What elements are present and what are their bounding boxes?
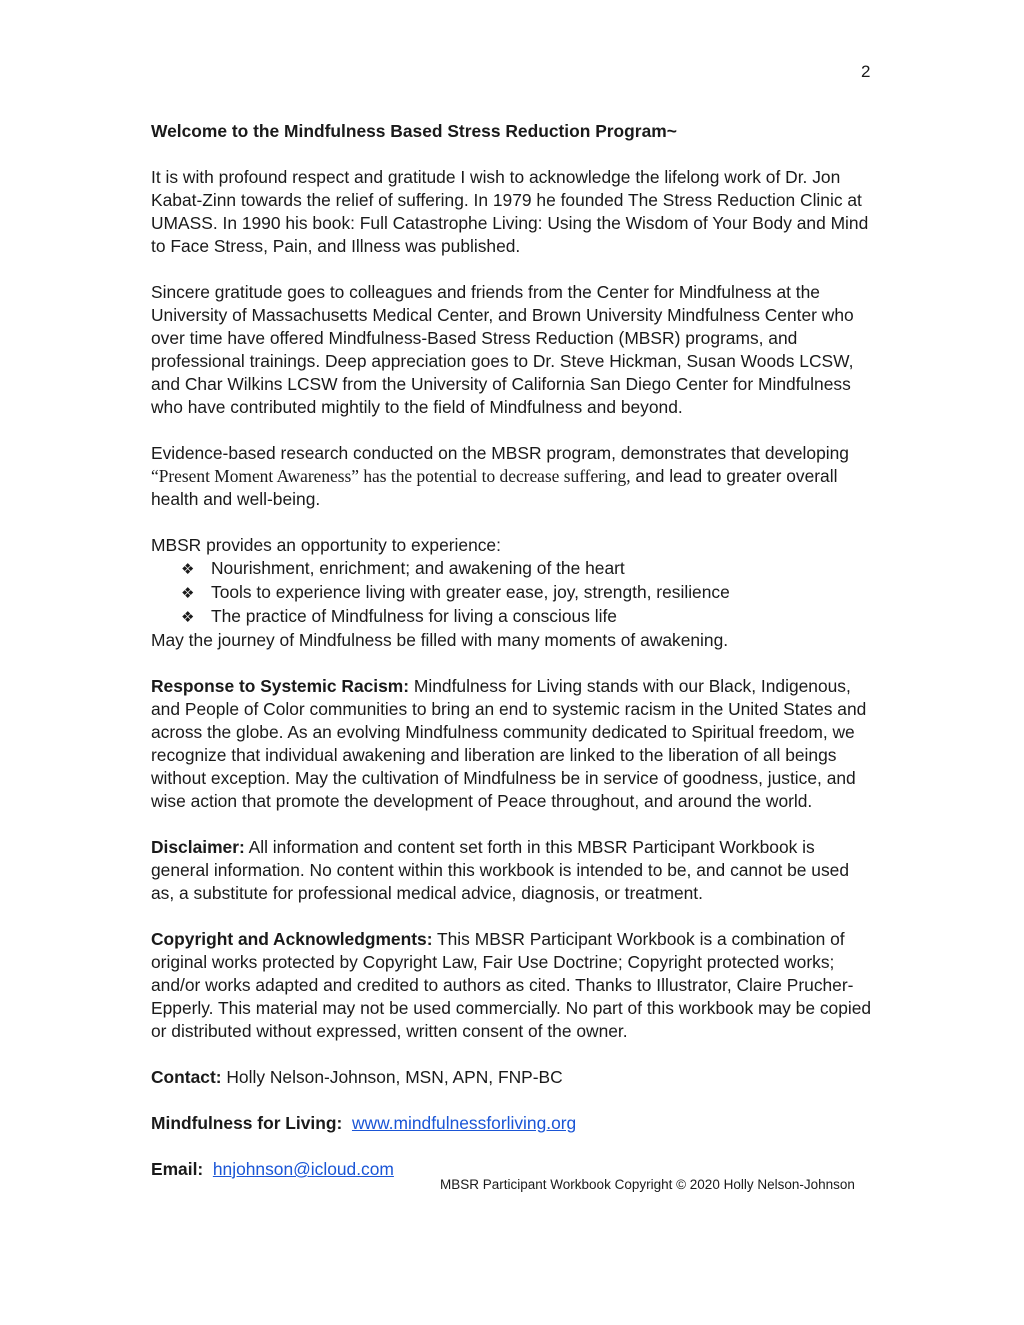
copyright-text: This MBSR Participant Workbook is a combination of original works protected by Copyright Law, Fair Use Doctrine; Copyright protected works; and/or works adapted and credited to authors as cited. Thanks to Illustrator, Claire Prucher-Epperly. This material may not be used commercially. No part of this workbook may be copied or distributed without expressed, written consent of the owner. bbox=[151, 929, 872, 1041]
document-body bbox=[151, 120, 875, 1204]
racism-label: Response to Systemic Racism: bbox=[151, 676, 410, 696]
list-item-text: The practice of Mindfulness for living a conscious life bbox=[211, 606, 617, 626]
gratitude-paragraph: Sincere gratitude goes to colleagues and friends from the Center for Mindfulness at the University of Massachusetts Medical Center, and Brown University Mindfulness Center who over time have offered Mindfulness-Based Stress Reduction (MBSR) programs, and professional trainings. Deep appreciation goes to Dr. Steve Hickman, Susan Woods LCSW, and Char Wilkins LCSW from the University of California San Diego Center for Mindfulness who have contributed mightily to the field of Mindfulness and beyond. bbox=[151, 282, 854, 417]
mbsr-intro: MBSR provides an opportunity to experience: bbox=[151, 535, 501, 555]
copyright-label: Copyright and Acknowledgments: bbox=[151, 929, 433, 949]
list-item bbox=[181, 557, 875, 581]
contact-line bbox=[151, 1066, 875, 1089]
racism-paragraph bbox=[151, 675, 875, 813]
disclaimer-paragraph bbox=[151, 836, 875, 905]
diamond-bullet-icon: ❖ bbox=[181, 585, 195, 602]
disclaimer-text: All information and content set forth in this MBSR Participant Workbook is general information. No content within this workbook is intended to be, and cannot be used as, a substitute for professional medical advice, diagnosis, or treatment. bbox=[151, 837, 849, 903]
website-label: Mindfulness for Living: bbox=[151, 1113, 343, 1133]
evidence-quote: “Present Moment Awareness” has the potential to decrease suffering, bbox=[151, 466, 631, 486]
welcome-heading: Welcome to the Mindfulness Based Stress Reduction Program~ bbox=[151, 121, 677, 141]
diamond-bullet-icon: ❖ bbox=[181, 561, 195, 578]
page-footer: MBSR Participant Workbook Copyright © 2020 Holly Nelson-Johnson bbox=[440, 1177, 855, 1192]
page-number: 2 bbox=[861, 62, 871, 81]
email-label: Email: bbox=[151, 1159, 204, 1179]
list-item-text: Tools to experience living with greater ease, joy, strength, resilience bbox=[211, 582, 730, 602]
list-item bbox=[181, 581, 875, 605]
contact-name: Holly Nelson-Johnson, MSN, APN, FNP-BC bbox=[226, 1067, 563, 1087]
racism-text: Mindfulness for Living stands with our Black, Indigenous, and People of Color communities to bring an end to systemic racism in the United States and across the globe. As an evolving Mindfulness community dedicated to Spiritual freedom, we recognize that individual awakening and liberation are linked to the liberation of all beings without exception. May the cultivation of Mindfulness be in service of goodness, justice, and wise action that promote the development of Peace throughout, and around the world. bbox=[151, 676, 867, 811]
list-item bbox=[181, 605, 875, 629]
diamond-bullet-icon: ❖ bbox=[181, 609, 195, 626]
disclaimer-label: Disclaimer: bbox=[151, 837, 245, 857]
acknowledgment-paragraph: It is with profound respect and gratitude I wish to acknowledge the lifelong work of Dr. Jon Kabat-Zinn towards the relief of suffering. In 1979 he founded The Stress Reduction Clinic at UMASS. In 1990 his book: Full Catastrophe Living: Using the Wisdom of Your Body and Mind to Face Stress, Pain, and Illness was published. bbox=[151, 167, 869, 256]
list-item-text: Nourishment, enrichment; and awakening of the heart bbox=[211, 558, 625, 578]
mbsr-closing: May the journey of Mindfulness be filled with many moments of awakening. bbox=[151, 630, 729, 650]
mbsr-bullet-list bbox=[151, 557, 875, 629]
evidence-text-start: Evidence-based research conducted on the MBSR program, demonstrates that developing bbox=[151, 443, 849, 463]
copyright-paragraph bbox=[151, 928, 875, 1043]
website-link[interactable]: www.mindfulnessforliving.org bbox=[351, 1113, 577, 1133]
email-link[interactable]: hnjohnson@icloud.com bbox=[212, 1159, 394, 1179]
contact-label: Contact: bbox=[151, 1067, 222, 1087]
evidence-paragraph bbox=[151, 442, 875, 511]
website-line bbox=[151, 1112, 875, 1135]
evidence-text-end: and lead to greater overall health and well-being. bbox=[151, 466, 838, 509]
